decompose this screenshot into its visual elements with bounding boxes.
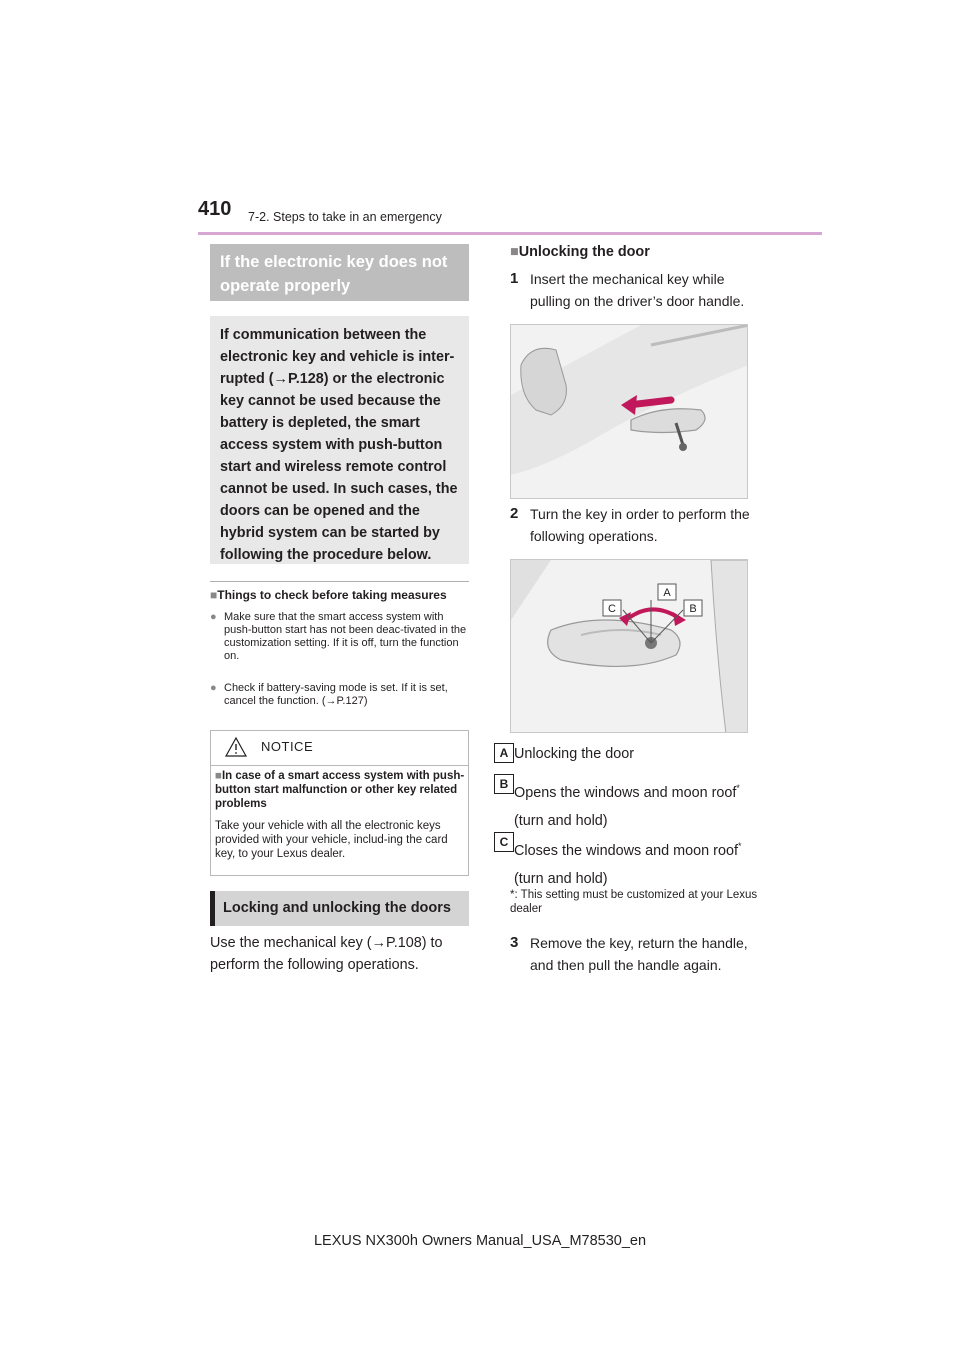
header-rule bbox=[198, 232, 822, 235]
door-handle-illustration bbox=[510, 324, 748, 499]
legend-item-c bbox=[494, 832, 754, 893]
check-item: ● Make sure that the smart access system with push-button start has not been deac-tivated in the customization setting. If it is off, turn the function on. bbox=[210, 611, 467, 662]
legend-tag: C bbox=[494, 832, 514, 852]
square-bullet-icon: ■ bbox=[215, 770, 222, 782]
warning-triangle-icon bbox=[225, 737, 247, 757]
legend-text: Opens the windows and moon roof* (turn and hold) bbox=[514, 783, 740, 829]
figure-label-b: B bbox=[689, 603, 697, 615]
key-turn-figure bbox=[511, 560, 748, 733]
locking-heading: Locking and unlocking the doors bbox=[223, 900, 451, 916]
figure-label-a: A bbox=[663, 587, 671, 599]
unlocking-heading: ■Unlocking the door bbox=[510, 244, 650, 260]
locking-body: Use the mechanical key (→P.108) to perform the following operations. bbox=[210, 935, 443, 973]
page-number: 410 bbox=[198, 198, 232, 220]
legend-tag: B bbox=[494, 774, 514, 794]
footnote bbox=[510, 888, 760, 916]
intro-box bbox=[210, 316, 469, 564]
key-trouble-heading-box bbox=[210, 244, 469, 301]
step-3: 3 Remove the key, return the handle, and then pull the handle again. bbox=[510, 934, 748, 973]
legend-text: Unlocking the door bbox=[514, 746, 634, 762]
notice-label: NOTICE bbox=[261, 739, 314, 754]
notice-body: Take your vehicle with all the electronic keys provided with your vehicle, includ-ing the card key, to your Lexus dealer. bbox=[215, 820, 448, 860]
footer-manual-id: LEXUS NX300h Owners Manual_USA_M78530_en bbox=[313, 1233, 647, 1249]
notice-bar bbox=[211, 731, 468, 766]
legend-text: Closes the windows and moon roof* (turn and hold) bbox=[514, 841, 742, 887]
legend-item-a bbox=[494, 743, 754, 765]
key-trouble-heading: If the electronic key does not operate properly bbox=[220, 253, 448, 295]
step-2: 2 Turn the key in order to perform the following operations. bbox=[510, 505, 750, 544]
notice-box bbox=[210, 730, 469, 876]
locking-heading-box bbox=[210, 891, 469, 926]
divider bbox=[210, 581, 469, 582]
figure-label-c: C bbox=[608, 603, 616, 615]
footnote-text: This setting must be customized at your Lexus dealer bbox=[510, 889, 758, 915]
insert-key-figure bbox=[511, 325, 748, 499]
check-item: ● Check if battery-saving mode is set. If it is set, cancel the function. (→P.127) bbox=[210, 682, 448, 707]
bullet-dot-icon: ● bbox=[210, 611, 217, 623]
step-1: 1 Insert the mechanical key while pulling on the driver’s door handle. bbox=[510, 270, 745, 309]
square-bullet-icon: ■ bbox=[210, 588, 218, 602]
key-turn-illustration bbox=[510, 559, 748, 733]
square-bullet-icon: ■ bbox=[510, 244, 519, 260]
section-title: 7-2. Steps to take in an emergency bbox=[248, 210, 442, 224]
legend-item-b bbox=[494, 774, 754, 835]
intro-text: If communication between the electronic key and vehicle is inter-rupted (→P.128) or the electronic key cannot be used because the battery is depleted, the smart access system with push-button start and wireless remote control cannot be used. In such cases, the doors can be opened and the hybrid system can be started by following the procedure below. bbox=[220, 327, 458, 563]
notice-heading: ■In case of a smart access system with push-button start malfunction or other key related problems bbox=[215, 770, 465, 810]
legend-tag: A bbox=[494, 743, 514, 763]
footnote-mark: *: bbox=[510, 889, 518, 901]
bullet-dot-icon: ● bbox=[210, 682, 217, 694]
checks-heading: ■Things to check before taking measures bbox=[210, 588, 447, 602]
